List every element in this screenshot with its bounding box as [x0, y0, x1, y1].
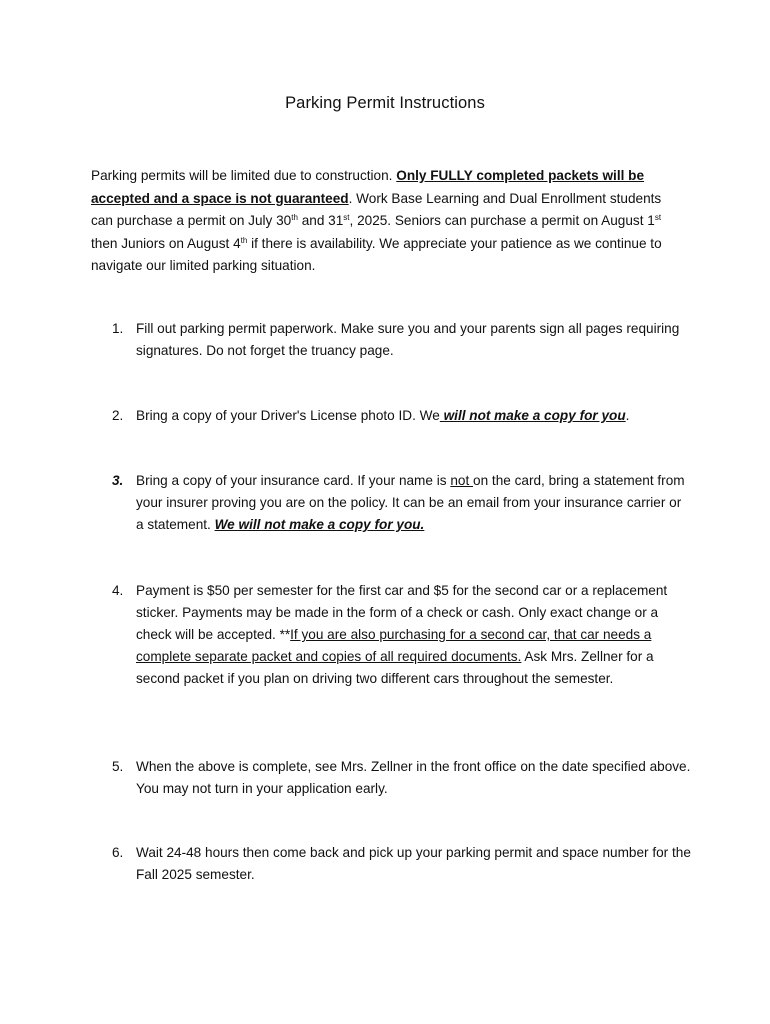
intro-sup-4: th — [240, 235, 248, 245]
intro-text-7: if there is availability. We appreciate your patience as we continue to navigate our limited parking situation. — [91, 235, 662, 273]
intro-paragraph — [91, 165, 683, 278]
list-item-number: 2. — [112, 408, 124, 423]
item-2-text-a: Bring a copy of your Driver's License photo ID. We — [136, 408, 440, 423]
item-3-emphasis: We will not make a copy for you. — [214, 517, 425, 532]
list-item-text — [136, 580, 692, 690]
intro-emphasis: Only FULLY completed packets will be accepted and a space is not guaranteed — [91, 168, 645, 206]
list-item-text: Fill out parking permit paperwork. Make sure you and your parents sign all pages requiring signatures. Do not forget the truancy page. — [136, 321, 680, 358]
list-item-text: When the above is complete, see Mrs. Zellner in the front office on the date specified above. You may not turn in your application early. — [136, 759, 691, 796]
intro-text-6: then Juniors on August 4 — [91, 235, 241, 251]
item-4-text-b: Ask Mrs. Zellner for a second packet if you plan on driving two different cars throughout the semester. — [136, 649, 654, 686]
item-2-text-b: . — [625, 408, 630, 423]
intro-text-1: Parking permits will be limited due to construction. — [91, 168, 397, 183]
intro-sup-1: th — [291, 213, 298, 222]
intro-sup-3: st — [654, 213, 662, 222]
list-item-number: 3. — [112, 473, 124, 488]
list-item-number: 6. — [112, 845, 124, 860]
list-item-number: 5. — [112, 759, 124, 774]
item-4-text-a: Payment is $50 per semester for the first car and $5 for the second car or a replacement sticker. Payments may be made in the form of a check or cash. Only exact change or a check will be accepted. ** — [136, 583, 668, 642]
item-4-underline: If you are also purchasing for a second car, that car needs a complete separate packet and copies of all required documents. — [136, 627, 652, 664]
list-item-number: 4. — [112, 583, 124, 598]
intro-text-3: . Work Base Learning and Dual Enrollment students can purchase a permit on July 30 — [91, 190, 662, 228]
intro-text-4: and 31 — [297, 213, 344, 228]
list-item-number: 1. — [112, 321, 124, 336]
intro-text-5: , 2025. Seniors can purchase a permit on August 1 — [349, 213, 655, 228]
item-3-underline: not — [450, 473, 474, 488]
list-item-text: Wait 24-48 hours then come back and pick up your parking permit and space number for the Fall 2025 semester. — [136, 845, 691, 882]
document-title: Parking Permit Instructions — [285, 94, 485, 112]
intro-sup-2: st — [343, 213, 350, 222]
item-3-text-b: on the card, bring a statement from your insurer proving you are on the policy. It can be an email from your insurance carrier or a statement. — [136, 473, 685, 532]
item-2-emphasis: will not make a copy for you — [439, 408, 626, 423]
item-3-text-a: Bring a copy of your insurance card. If your name is — [136, 473, 451, 488]
list-item-text — [136, 470, 692, 536]
list-item-text — [136, 405, 692, 427]
